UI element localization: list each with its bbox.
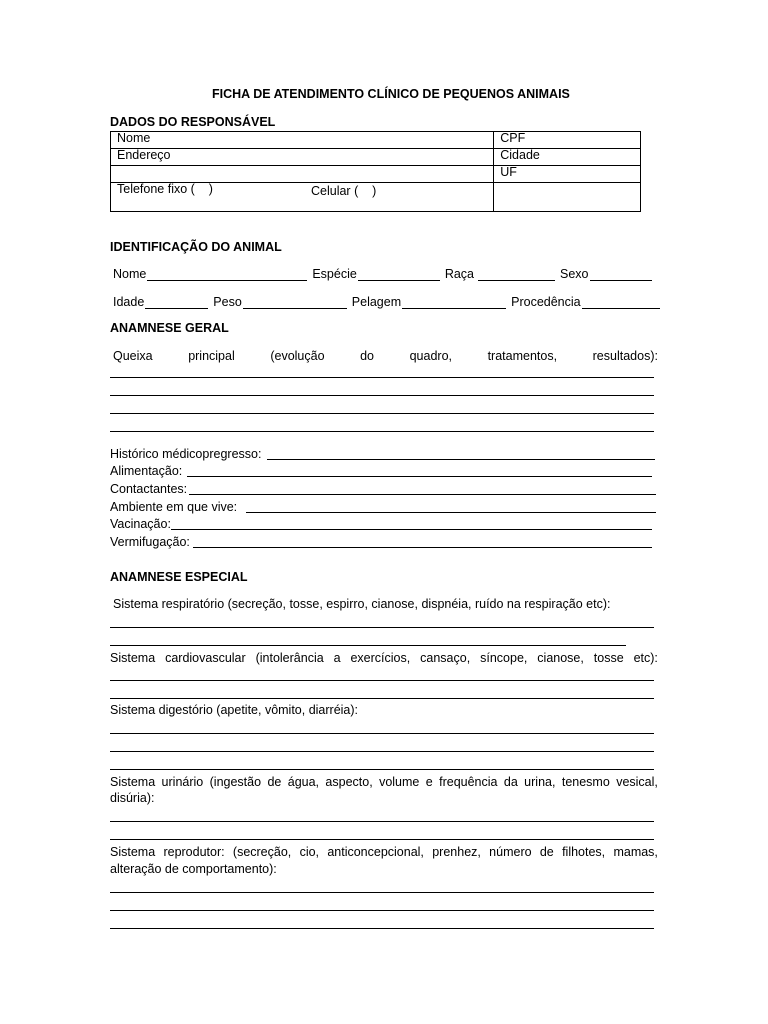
sexo-label: Sexo	[560, 267, 589, 281]
vermifugacao-label: Vermifugação:	[110, 535, 190, 549]
respiratorio-line-1[interactable]	[110, 627, 654, 628]
procedencia-label: Procedência	[511, 295, 581, 309]
urinario-line-1[interactable]	[110, 821, 654, 822]
alimentacao-label: Alimentação:	[110, 464, 183, 478]
digestorio-line-2[interactable]	[110, 751, 654, 752]
urinario-label: Sistema urinário (ingestão de água, aspecto, volume e frequência da urina, tenesmo vesical,	[110, 775, 658, 789]
cardiovascular-label: Sistema cardiovascular (intolerância a exercícios, cansaço, síncope, cianose, tosse etc):	[110, 651, 658, 665]
contactantes-label: Contactantes:	[110, 482, 188, 496]
urinario-label-cont: disúria):	[110, 791, 155, 805]
raca-label: Raça	[444, 267, 475, 281]
vacinacao-field[interactable]	[171, 529, 652, 530]
endereco-cell[interactable]	[111, 149, 494, 166]
queixa-label: Queixa principal (evolução do quadro, tratamentos, resultados):	[113, 349, 658, 363]
cardiovascular-line-2[interactable]	[110, 698, 654, 699]
animal-row-2	[113, 296, 660, 309]
telefone-label: Telefone fixo ( )	[117, 182, 213, 196]
section-heading-animal: IDENTIFICAÇÃO DO ANIMAL	[110, 240, 282, 254]
reprodutor-label-cont: alteração de comportamento):	[110, 862, 277, 876]
idade-label: Idade	[113, 295, 145, 309]
animal-row-1	[113, 268, 657, 281]
telefone-cell[interactable]	[111, 183, 494, 212]
cidade-cell[interactable]	[494, 149, 641, 166]
ambiente-label: Ambiente em que vive:	[110, 500, 241, 514]
digestorio-line-1[interactable]	[110, 733, 654, 734]
digestorio-label: Sistema digestório (apetite, vômito, diarréia):	[110, 703, 359, 717]
responsavel-table	[110, 131, 641, 212]
especie-label: Espécie	[312, 267, 357, 281]
urinario-line-2[interactable]	[110, 839, 654, 840]
ambiente-field[interactable]	[246, 512, 656, 513]
queixa-line-4[interactable]	[110, 431, 654, 432]
sexo-field[interactable]	[590, 269, 652, 281]
cpf-cell[interactable]	[494, 132, 641, 149]
reprodutor-label: Sistema reprodutor: (secreção, cio, anticoncepcional, prenhez, número de filhotes, mamas,	[110, 845, 658, 859]
uf-cell[interactable]	[494, 166, 641, 183]
reprodutor-line-1[interactable]	[110, 892, 654, 893]
uf-label: UF	[500, 165, 517, 179]
queixa-line-2[interactable]	[110, 395, 654, 396]
reprodutor-line-2[interactable]	[110, 910, 654, 911]
nome-cell[interactable]	[111, 132, 494, 149]
section-heading-geral: ANAMNESE GERAL	[110, 321, 229, 335]
historico-field[interactable]	[267, 459, 655, 460]
animal-nome-label: Nome	[113, 267, 147, 281]
endereco-cont-cell[interactable]	[111, 166, 494, 183]
section-heading-responsavel: DADOS DO RESPONSÁVEL	[110, 115, 276, 129]
vermifugacao-field[interactable]	[193, 547, 652, 548]
peso-field[interactable]	[243, 297, 347, 309]
page-title: FICHA DE ATENDIMENTO CLÍNICO DE PEQUENOS ANIMAIS	[212, 87, 570, 101]
alimentacao-field[interactable]	[187, 476, 652, 477]
endereco-label: Endereço	[117, 148, 171, 162]
extra-cell[interactable]	[494, 183, 641, 212]
vacinacao-label: Vacinação:	[110, 517, 171, 531]
pelagem-label: Pelagem	[351, 295, 402, 309]
procedencia-field[interactable]	[582, 297, 660, 309]
contactantes-field[interactable]	[189, 494, 656, 495]
respiratorio-line-2[interactable]	[110, 645, 626, 646]
reprodutor-line-3[interactable]	[110, 928, 654, 929]
cidade-label: Cidade	[500, 148, 540, 162]
queixa-line-1[interactable]	[110, 377, 654, 378]
pelagem-field[interactable]	[402, 297, 506, 309]
celular-label: Celular ( )	[311, 184, 377, 198]
especie-field[interactable]	[358, 269, 440, 281]
cpf-label: CPF	[500, 131, 526, 145]
raca-field[interactable]	[478, 269, 555, 281]
animal-nome-field[interactable]	[147, 269, 307, 281]
digestorio-line-3[interactable]	[110, 769, 654, 770]
idade-field[interactable]	[145, 297, 208, 309]
cardiovascular-line-1[interactable]	[110, 680, 654, 681]
respiratorio-label: Sistema respiratório (secreção, tosse, espirro, cianose, dispnéia, ruído na respiração etc):	[113, 597, 611, 611]
peso-label: Peso	[213, 295, 242, 309]
nome-label: Nome	[117, 131, 151, 145]
historico-label: Histórico médicopregresso:	[110, 447, 262, 461]
queixa-line-3[interactable]	[110, 413, 654, 414]
section-heading-especial: ANAMNESE ESPECIAL	[110, 570, 248, 584]
